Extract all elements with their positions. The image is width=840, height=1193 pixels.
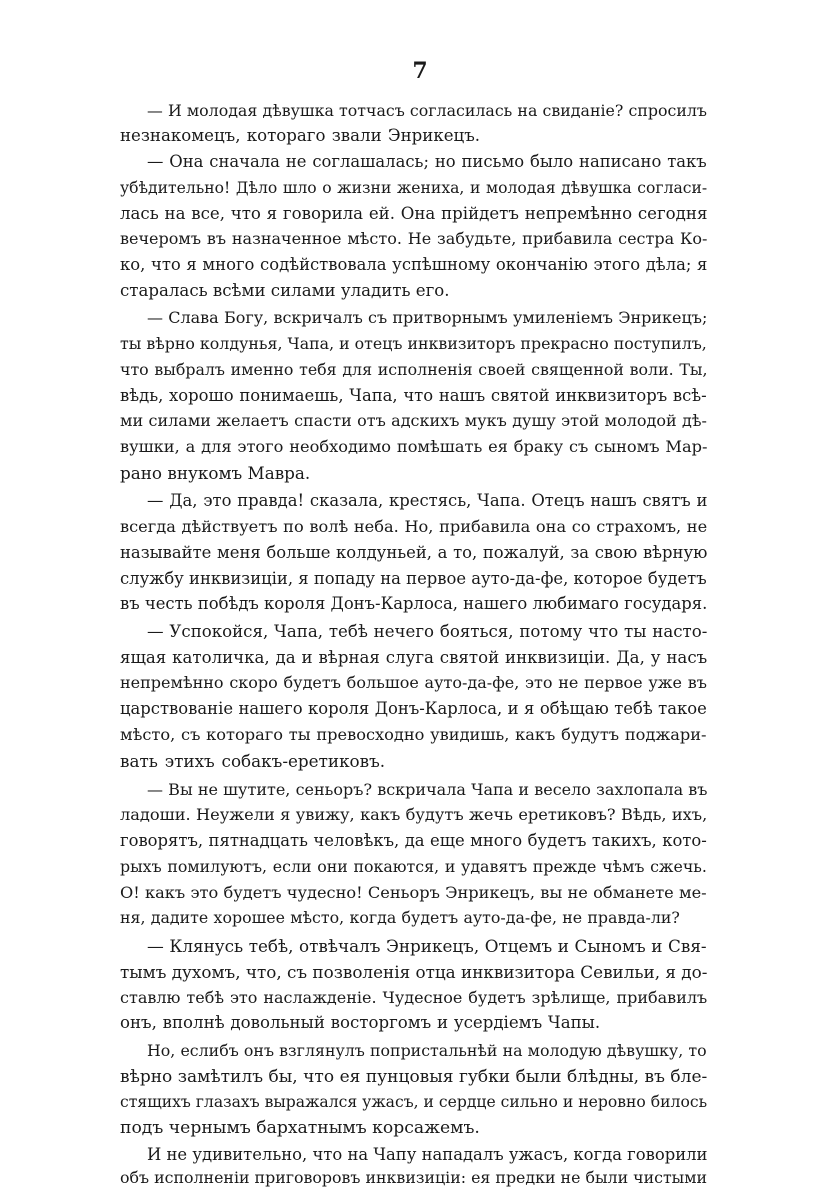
text-line: вечеромъ въ назначенное мѣсто. Не забудьте, прибавила сестра Ко- [120, 229, 707, 248]
text-line: вушки, а для этого необходимо помѣшать ея браку съ сыномъ Мар- [120, 437, 707, 456]
text-line: — Клянусь тебѣ, отвѣчалъ Энрикецъ, Отцемъ и Сыномъ и Свя- [147, 936, 707, 956]
text-line: — И молодая дѣвушка тотчасъ согласилась на свиданіе? спросилъ [147, 101, 707, 120]
text-line: объ исполненіи приговоровъ инквизиціи: ея предки не были чистыми [120, 1168, 707, 1187]
text-line: тымъ духомъ, что, съ позволенія отца инквизитора Севильи, я до- [120, 962, 707, 982]
text-line: рыхъ помилуютъ, если они покаются, и удавятъ прежде чѣмъ сжечь. [120, 857, 707, 876]
text-line: ми силами желаетъ спасти отъ адскихъ мукъ душу этой молодой дѣ- [120, 411, 707, 430]
text-line: онъ, вполнѣ довольный восторгомъ и усердіемъ Чапы. [120, 1013, 600, 1032]
text-line: — Вы не шутите, сеньоръ? вскричала Чапа и весело захлопала въ [147, 780, 707, 799]
text-line: — Она сначала не соглашалась; но письмо было написано такъ [147, 152, 707, 171]
text-line: — Успокойся, Чапа, тебѣ нечего бояться, потому что ты насто- [147, 622, 707, 641]
text-line: вѣдь, хорошо понимаешь, Чапа, что нашъ святой инквизиторъ всѣ- [120, 386, 707, 405]
text-line: всегда дѣйствуетъ по волѣ неба. Но, прибавила она со страхомъ, не [120, 517, 707, 536]
text-line: называйте меня больше колдуньей, а то, пожалуй, за свою вѣрную [120, 543, 707, 562]
text-line: О! какъ это будетъ чудесно! Сеньоръ Энрикецъ, вы не обманете ме- [120, 883, 707, 902]
text-line: вать этихъ собакъ-еретиковъ. [120, 751, 385, 771]
text-line: подъ чернымъ бархатнымъ корсажемъ. [120, 1118, 480, 1138]
text-line: ладоши. Неужели я увижу, какъ будутъ жечь еретиковъ? Вѣдь, ихъ, [120, 805, 707, 824]
text-line: вѣрно замѣтилъ бы, что ея пунцовыя губки были блѣдны, въ бле- [120, 1067, 707, 1087]
text-line: лась на все, что я говорила ей. Она прійдетъ непремѣнно сегодня [120, 204, 707, 223]
text-line: — Да, это правда! сказала, крестясь, Чапа. Отецъ нашъ святъ и [147, 491, 707, 510]
text-line: службу инквизиціи, я попаду на первое ауто-да-фе, которое будетъ [120, 569, 707, 588]
text-line: въ честь побѣдъ короля Донъ-Карлоса, нашего любимаго государя. [120, 594, 707, 613]
text-line: И не удивительно, что на Чапу нападалъ ужасъ, когда говорили [147, 1145, 707, 1164]
text-line: ставлю тебѣ это наслажденіе. Чудесное будетъ зрѣлище, прибавилъ [120, 988, 707, 1007]
text-line: Но, еслибъ онъ взглянулъ попристальнѣй на молодую дѣвушку, то [147, 1041, 707, 1060]
text-line: стящихъ глазахъ выражался ужасъ, и сердце сильно и неровно билось [120, 1093, 707, 1111]
text-line: незнакомецъ, котораго звали Энрикецъ. [120, 126, 480, 145]
page-number: 7 [412, 58, 428, 84]
text-line: царствованіе нашего короля Донъ-Карлоса, и я обѣщаю тебѣ такое [120, 699, 707, 718]
text-line: ты вѣрно колдунья, Чапа, и отецъ инквизиторъ прекрасно поступилъ, [120, 334, 707, 353]
text-line: ко, что я много содѣйствовала успѣшному окончанію этого дѣла; я [120, 255, 707, 274]
text-line: убѣдительно! Дѣло шло о жизни жениха, и молодая дѣвушка согласи- [120, 179, 707, 197]
text-line: говорятъ, пятнадцать человѣкъ, да еще много будетъ такихъ, кото- [120, 831, 707, 850]
text-line: что выбралъ именно тебя для исполненія своей священной воли. Ты, [120, 360, 707, 379]
text-line: мѣсто, съ котораго ты превосходно увидишь, какъ будутъ поджари- [120, 725, 707, 744]
text-line: ня, дадите хорошее мѣсто, когда будетъ ауто-да-фе, не правда-ли? [120, 908, 680, 927]
text-line: непремѣнно скоро будетъ большое ауто-да-фе, это не первое уже въ [120, 673, 707, 692]
text-line: старалась всѣми силами уладить его. [120, 281, 450, 300]
text-line: рано внукомъ Мавра. [120, 463, 310, 483]
text-line: ящая католичка, да и вѣрная слуга святой инквизиціи. Да, у насъ [120, 648, 707, 667]
text-line: — Слава Богу, вскричалъ съ притворнымъ умиленіемъ Энрикецъ; [147, 308, 707, 327]
